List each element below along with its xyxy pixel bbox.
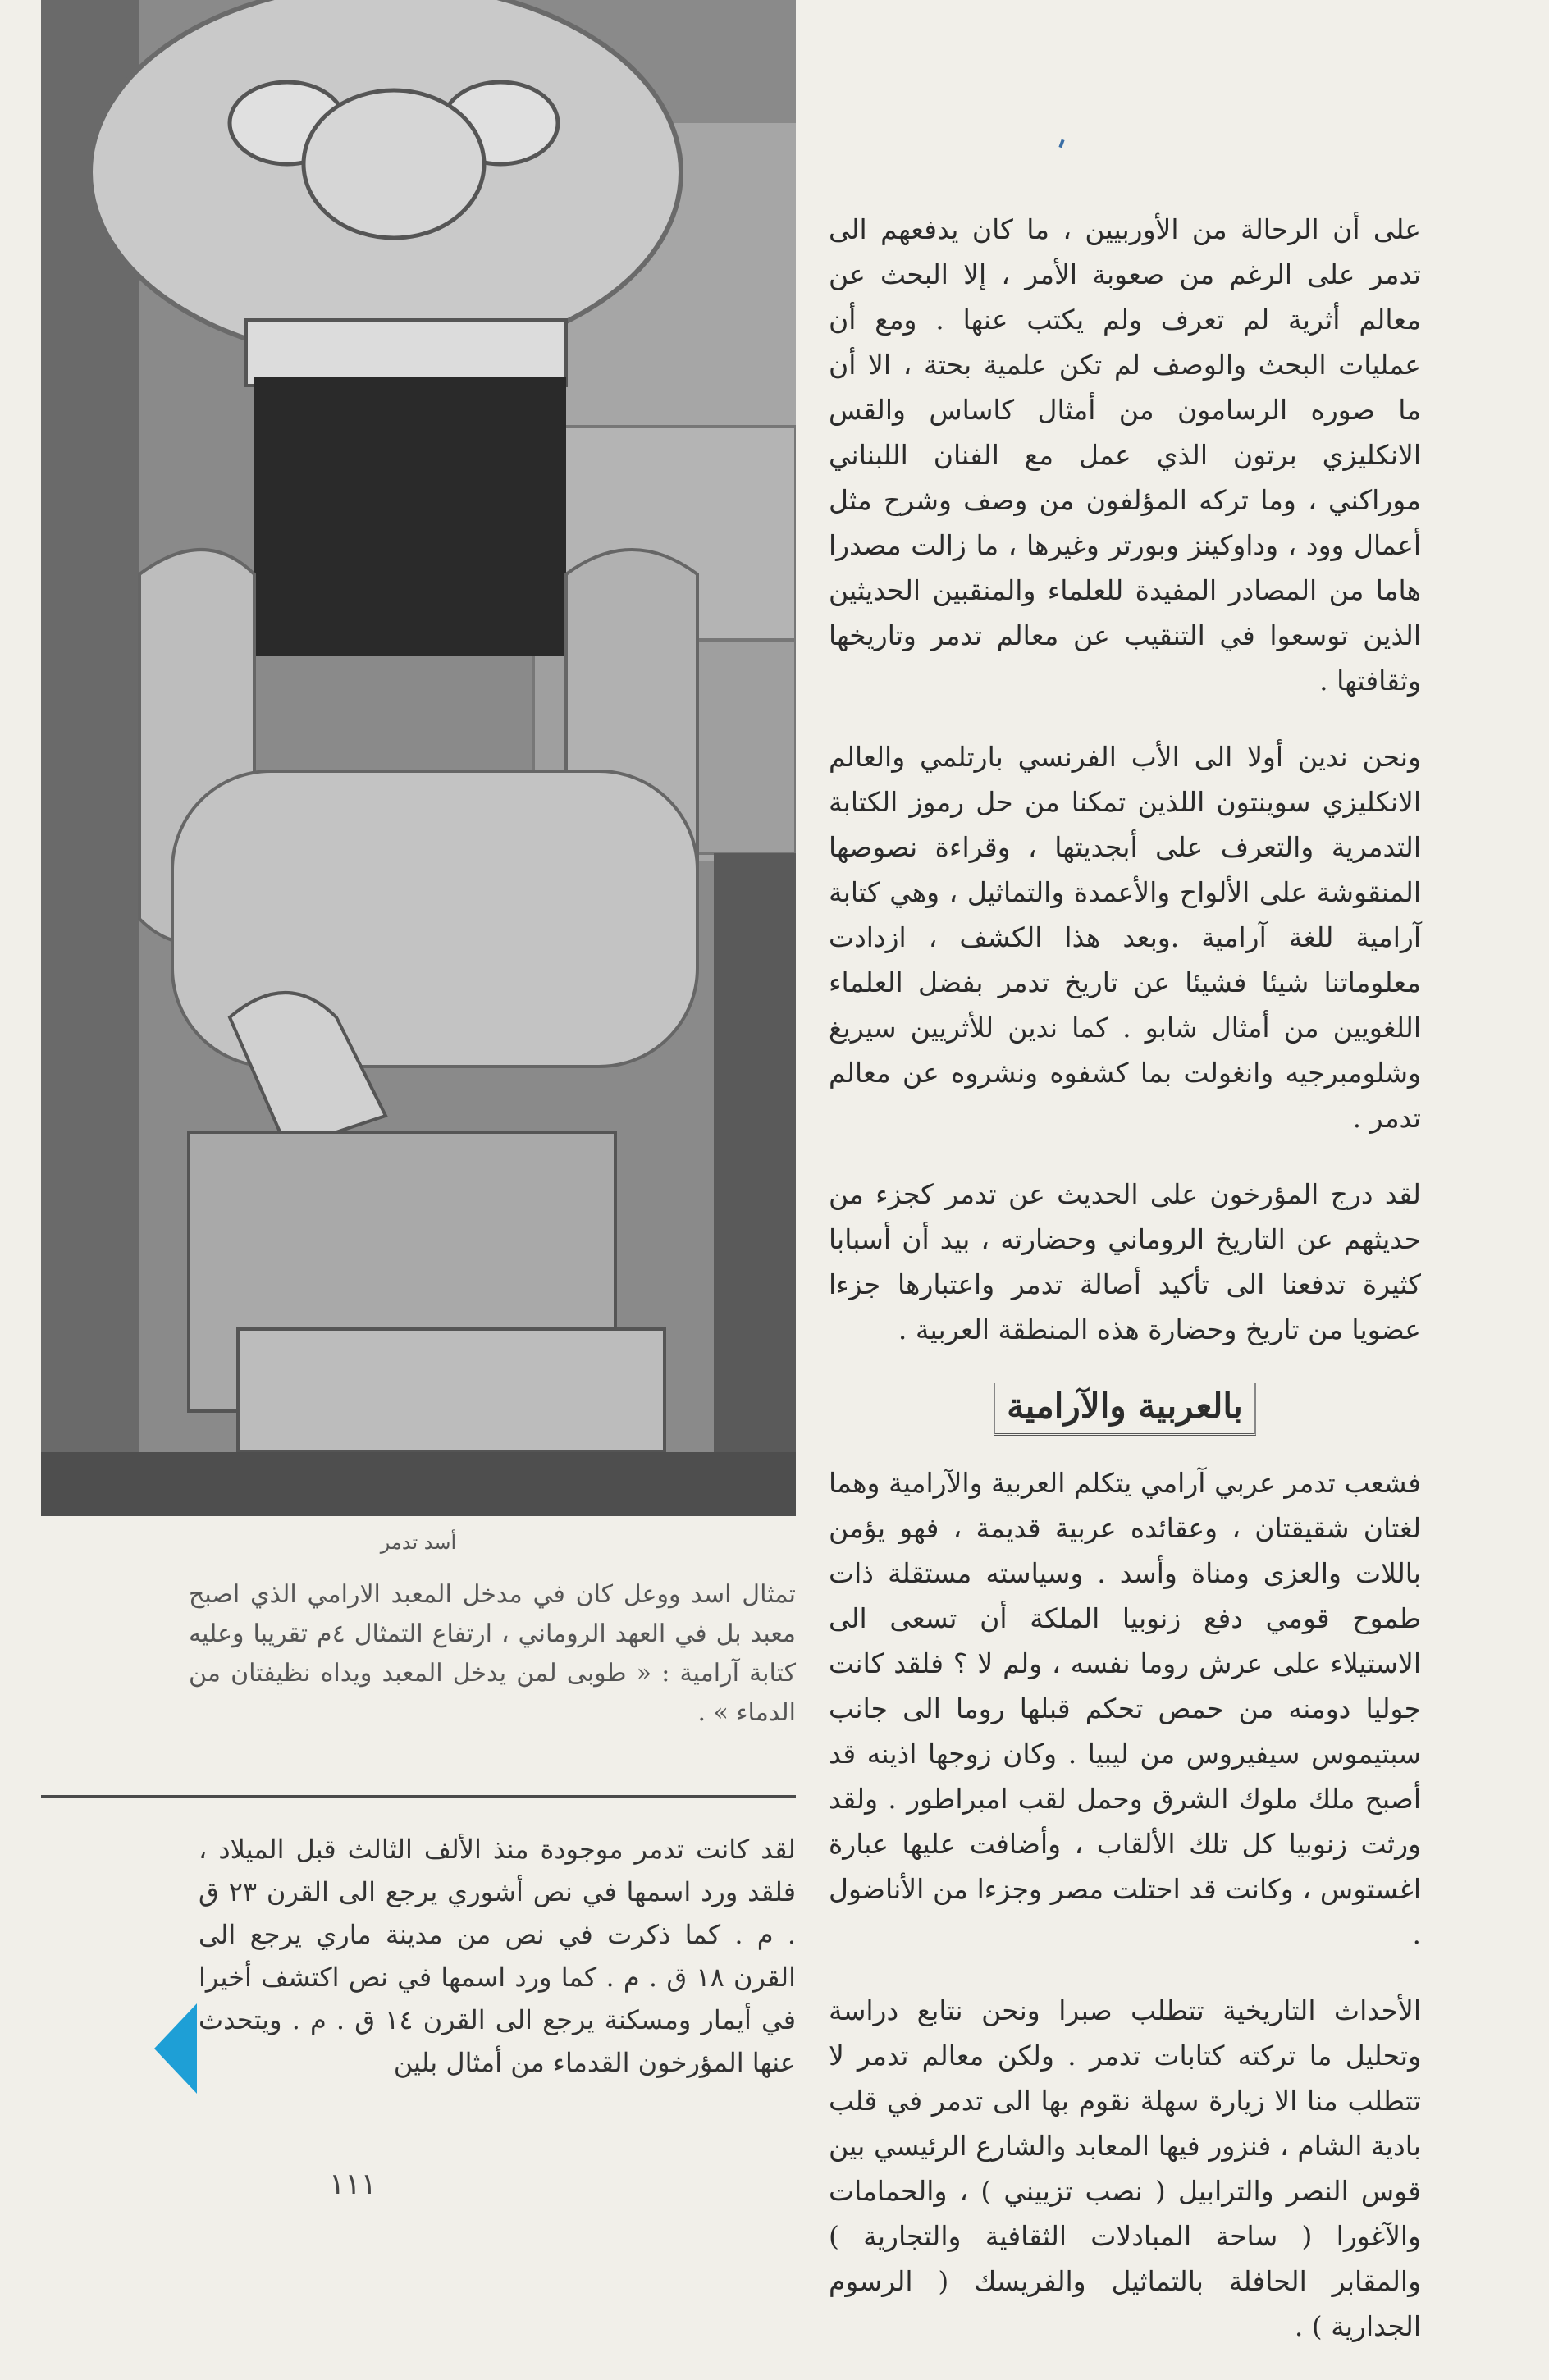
lion-statue-photo <box>41 0 796 1516</box>
photo-caption <box>189 1575 796 1733</box>
section-heading-text: بالعربية والآرامية <box>994 1383 1256 1436</box>
page-number: ١١١ <box>328 2168 377 2201</box>
bottom-left-column <box>199 1828 796 2084</box>
paragraph-5: الأحداث التاريخية تتطلب صبرا ونحن نتابع دراسة وتحليل ما تركته كتابات تدمر . ولكن معالم تدمر لا تتطلب منا الا زيارة سهلة نقوم بها الى تدمر في قلب بادية الشام ، فنزور فيها المعابد والشارع الرئيسي بين قوس النصر والترابيل ( نصب تزييني ) ، والحمامات والآغورا ( ساحة المبادلات الثقافية والتجارية ) والمقابر الحافلة بالتماثيل والفريسك ( الرسوم الجدارية ) . <box>829 1994 1421 2342</box>
caption-title: أسد تدمر <box>380 1531 457 1554</box>
lion-statue-image <box>41 0 796 1516</box>
ink-mark <box>1058 139 1064 148</box>
section-divider <box>41 1795 796 1798</box>
right-column <box>829 207 1421 2380</box>
paragraph-3: لقد درج المؤرخون على الحديث عن تدمر كجزء من حديثهم عن التاريخ الروماني وحضارته ، بيد أن أسبابا كثيرة تدفعنا الى تأكيد أصالة تدمر واعتبارها جزءا عضويا من تاريخ وحضارة هذه المنطقة العربية . <box>829 1178 1421 1345</box>
caption-text: تمثال اسد ووعل كان في مدخل المعبد الارامي الذي اصبح معبد بل في العهد الروماني ، ارتفاع التمثال ٤م تقريبا وعليه كتابة آرامية : « طوبى لمن يدخل المعبد ويداه نظيفتان من الدماء » . <box>189 1580 796 1727</box>
paragraph-4: فشعب تدمر عربي آرامي يتكلم العربية والآرامية وهما لغتان شقيقتان ، وعقائده عربية قديمة ، فهو يؤمن باللات والعزى ومناة وأسد . وسياسته مستقلة ذات طموح قومي دفع زنوبيا الملكة أن تسعى الى الاستيلاء على عرش روما نفسه ، ولم لا ؟ فلقد كانت جوليا دومنه من حمص تحكم قبلها روما الى جانب سبتيموس سيفيروس من ليبيا . وكان زوجها اذينه قد أصبح ملك ملوك الشرق وحمل لقب امبراطور . ولقد ورثت زنوبيا كل تلك الألقاب ، وأضافت عليها عبارة اغستوس ، وكانت قد احتلت مصر وجزءا من الأناضول . <box>829 1467 1421 1950</box>
bottom-left-paragraph: لقد كانت تدمر موجودة منذ الألف الثالث قبل الميلاد ، فلقد ورد اسمها في نص أشوري يرجع الى القرن ٢٣ ق . م . كما ذكرت في نص من مدينة ماري يرجع الى القرن ١٨ ق . م . كما ورد اسمها في نص اكتشف أخيرا في أيمار ومسكنة يرجع الى القرن ١٤ ق . م . ويتحدث عنها المؤرخون القدماء من أمثال بلين <box>199 1834 797 2078</box>
paragraph-1: على أن الرحالة من الأوربيين ، ما كان يدفعهم الى تدمر على الرغم من صعوبة الأمر ، إلا البحث عن معالم أثرية لم تعرف ولم يكتب عنها . ومع أن عمليات البحث والوصف لم تكن علمية بحتة ، الا أن ما صوره الرسامون من أمثال كاساس والقس الانكليزي برتون الذي عمل مع الفنان اللبناني موراكني ، وما تركه المؤلفون من وصف وشرح مثل أعمال وود ، وداوكينز وبورتر وغيرها ، ما زالت مصدرا هاما من المصادر المفيدة للعلماء والمنقبين الحديثين الذين توسعوا في التنقيب عن معالم تدمر وتاريخها وثقافتها . <box>829 213 1421 697</box>
blue-triangle-marker-icon <box>154 2003 197 2094</box>
section-heading <box>829 1383 1421 1436</box>
paragraph-2: ونحن ندين أولا الى الأب الفرنسي بارتلمي والعالم الانكليزي سوينتون اللذين تمكنا من حل رموز الكتابة التدمرية والتعرف على أبجديتها ، وقراءة نصوصها المنقوشة على الألواح والأعمدة والتماثيل ، وهي كتابة آرامية للغة آرامية .وبعد هذا الكشف ، ازدادت معلوماتنا شيئا فشيئا عن تاريخ تدمر بفضل العلماء اللغويين من أمثال شابو . كما ندين للأثريين سيريغ وشلومبرجيه وانغولت بما كشفوه ونشروه عن معالم تدمر . <box>829 741 1421 1134</box>
